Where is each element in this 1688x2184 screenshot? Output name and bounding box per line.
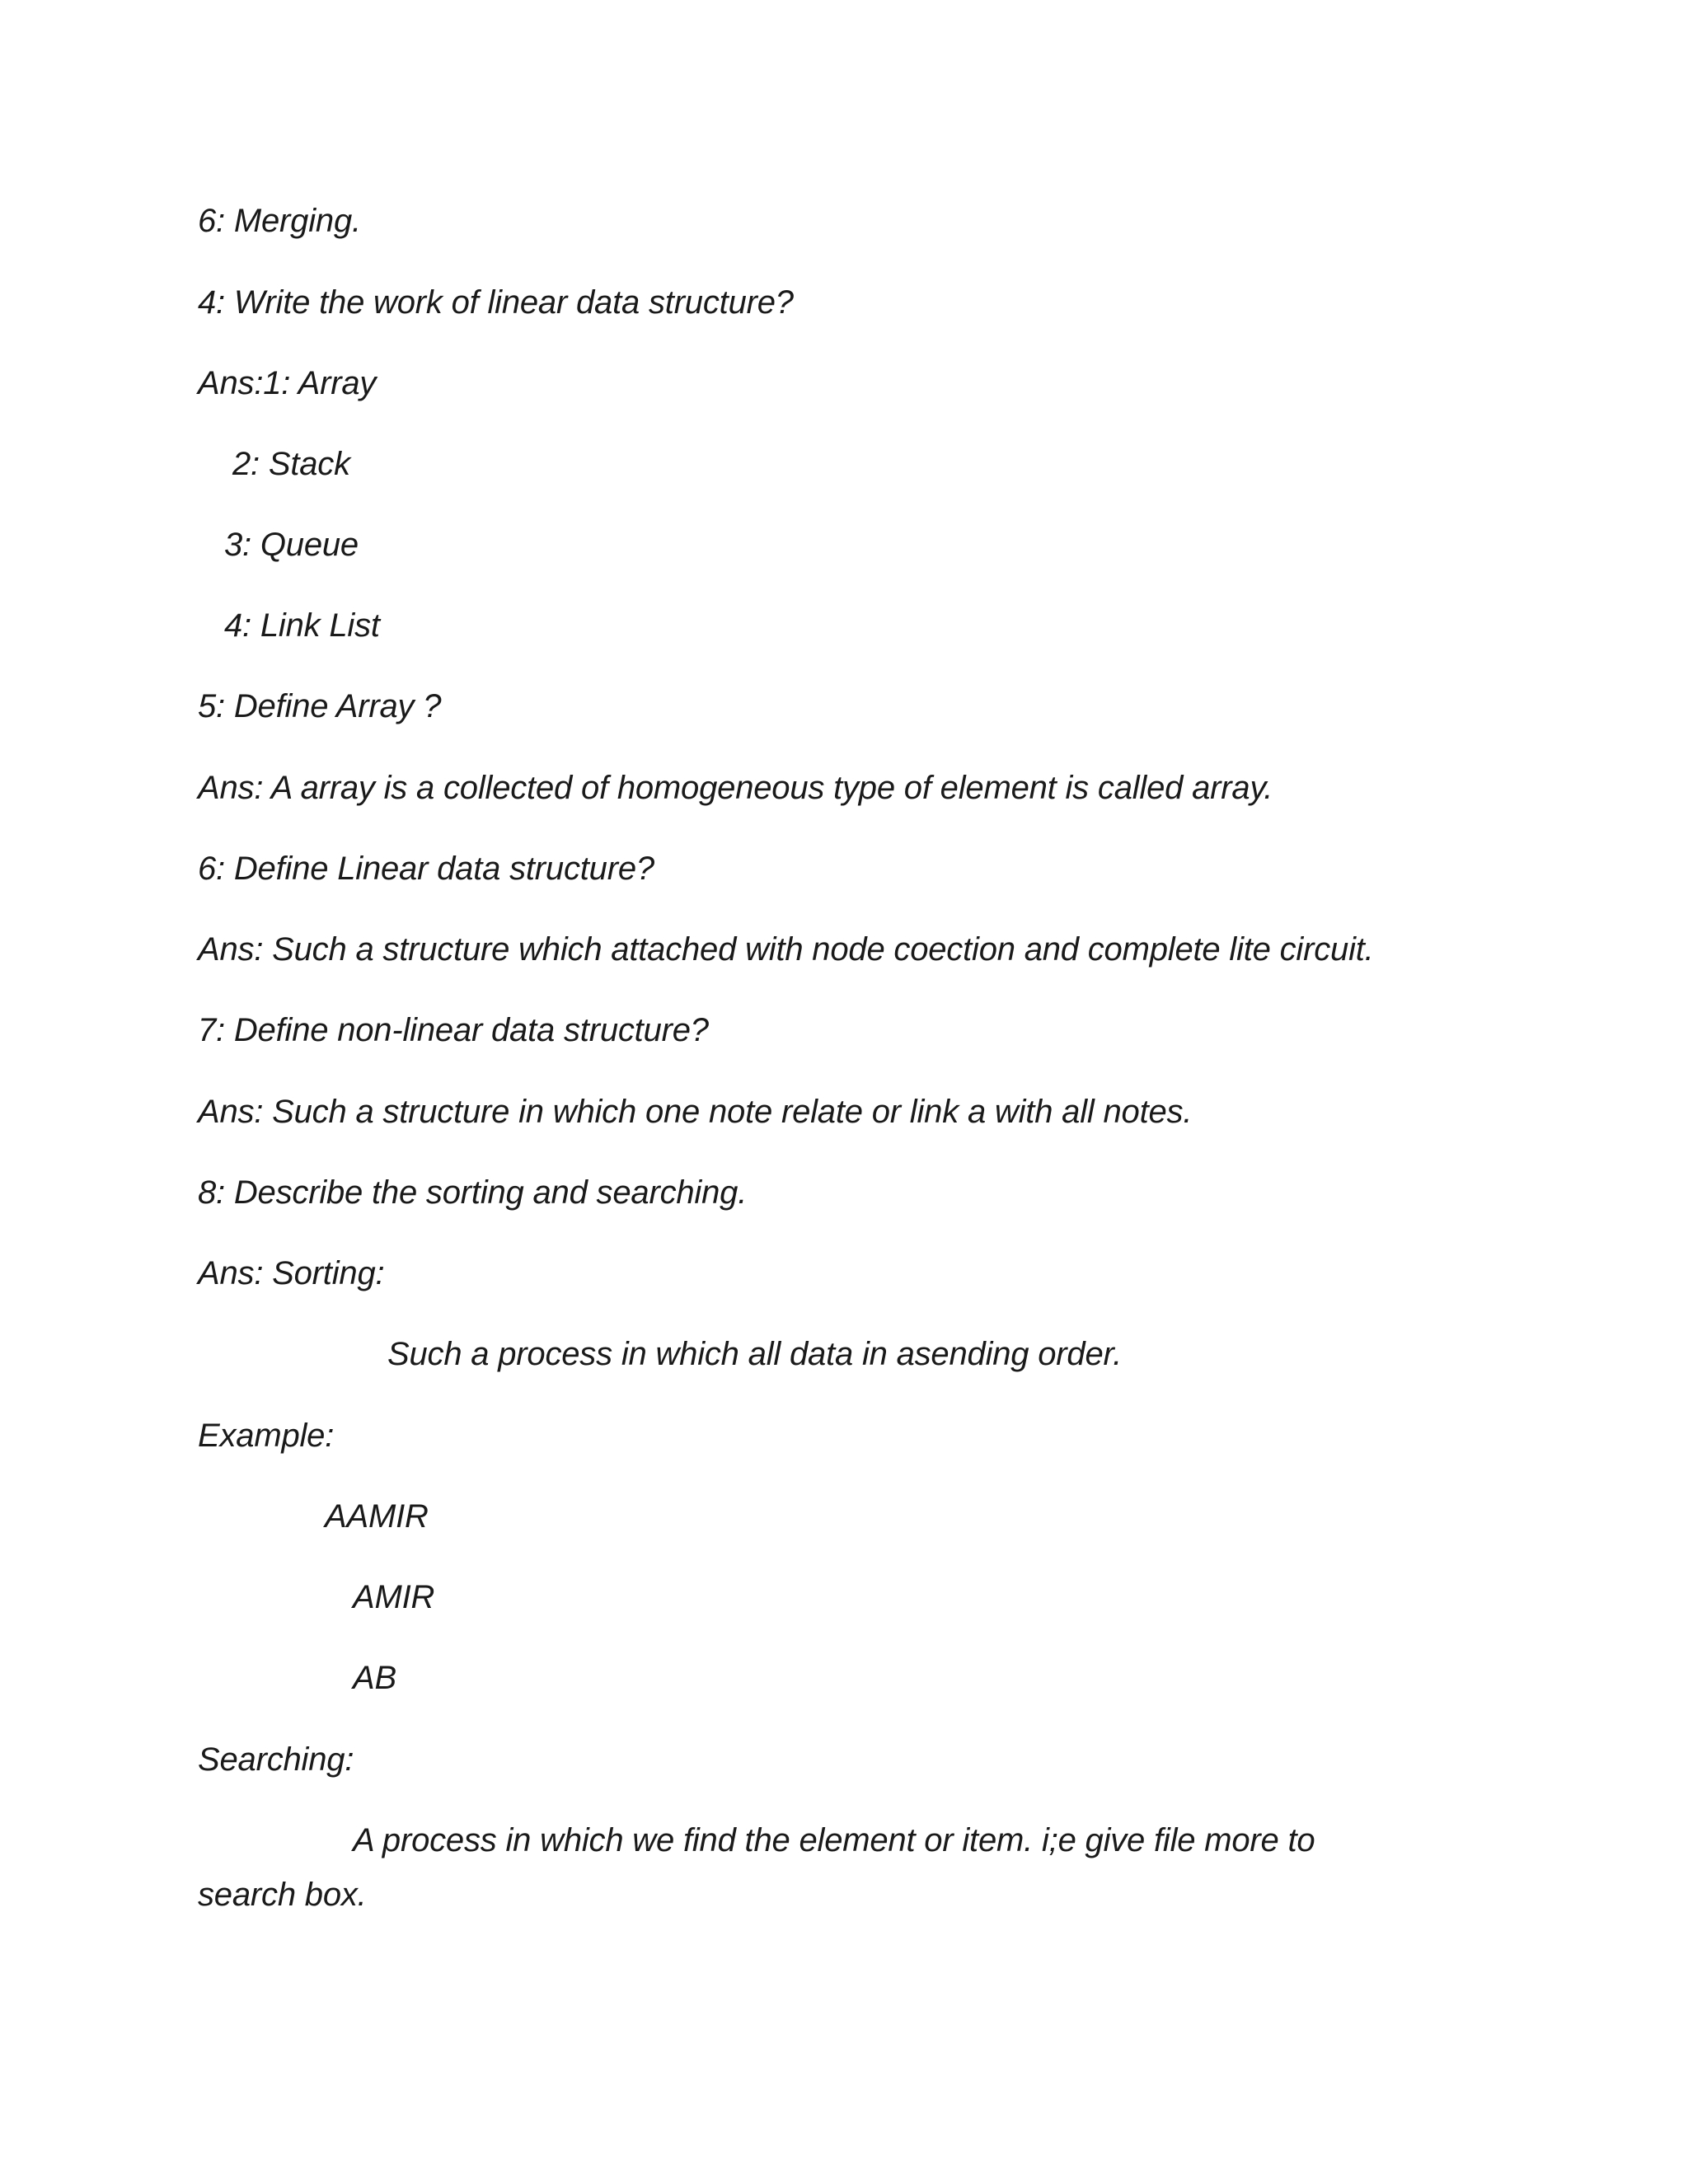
- text-line: search box.: [198, 1877, 367, 1913]
- example-item: AMIR: [353, 1579, 435, 1615]
- list-item: 3: Queue: [224, 527, 359, 563]
- list-item: 2: Stack: [232, 446, 350, 482]
- example-item: AB: [353, 1660, 396, 1696]
- text-line: A process in which we find the element or item. i;e give file more to: [353, 1822, 1315, 1858]
- answer-line: Ans: A array is a collected of homogeneous type of element is called array.: [198, 770, 1273, 806]
- answer-line: Ans:1: Array: [198, 365, 377, 401]
- example-item: AAMIR: [325, 1498, 429, 1535]
- question-line: 5: Define Array ?: [198, 688, 442, 724]
- question-line: 4: Write the work of linear data structure?: [198, 284, 794, 321]
- text-line: Searching:: [198, 1741, 354, 1778]
- text-line: Example:: [198, 1418, 335, 1454]
- list-item: 4: Link List: [224, 607, 380, 644]
- question-line: 8: Describe the sorting and searching.: [198, 1174, 748, 1211]
- answer-line: Ans: Such a structure in which one note relate or link a with all notes.: [198, 1094, 1193, 1130]
- answer-line: Ans: Sorting:: [198, 1255, 385, 1291]
- text-line: Such a process in which all data in asending order.: [387, 1336, 1123, 1372]
- question-line: 6: Define Linear data structure?: [198, 851, 654, 887]
- answer-line: Ans: Such a structure which attached with node coection and complete lite circuit.: [198, 931, 1374, 968]
- text-line: 6: Merging.: [198, 203, 361, 239]
- question-line: 7: Define non-linear data structure?: [198, 1012, 709, 1048]
